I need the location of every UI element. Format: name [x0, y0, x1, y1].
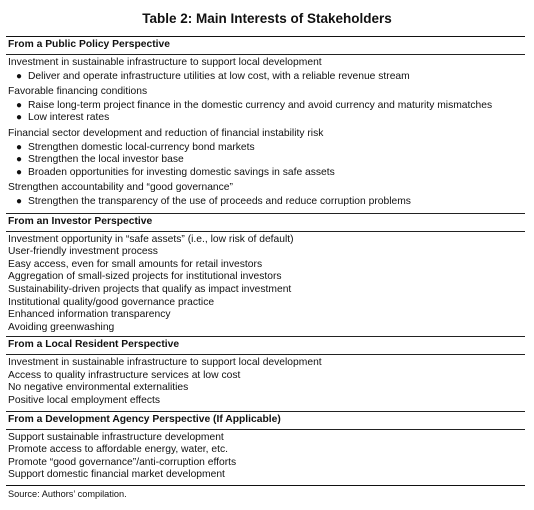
bullet-list [6, 142, 525, 180]
list-item: Avoiding greenwashing [8, 321, 115, 333]
list-item: No negative environmental externalities [8, 382, 189, 394]
bullet-list [6, 100, 525, 125]
bullet-icon: ● [16, 70, 23, 82]
section-heading: From an Investor Perspective [6, 215, 525, 232]
list-item: Support sustainable infrastructure development [8, 431, 224, 443]
bullet-icon: ● [16, 141, 23, 153]
table-title: Table 2: Main Interests of Stakeholders [142, 11, 392, 26]
bullet-icon: ● [16, 154, 23, 166]
stakeholder-table [6, 36, 525, 486]
bullet-item: ● Raise long-term project finance in the domestic currency and avoid currency and maturity mismatches [16, 99, 493, 111]
list-item: Easy access, even for small amounts for retail investors [8, 258, 263, 270]
list-item: Promote “good governance”/anti-corruption efforts [8, 456, 237, 468]
bullet-list [6, 71, 525, 84]
list-item: Positive local employment effects [8, 395, 161, 407]
list-item: Institutional quality/good governance practice [8, 296, 215, 308]
list-item: Investment opportunity in “safe assets” (i.e., low risk of default) [8, 233, 294, 245]
group-label: Investment in sustainable infrastructure to support local development [8, 57, 322, 68]
list-item: Access to quality infrastructure services at low cost [8, 369, 241, 381]
bullet-list [6, 196, 525, 209]
section-local-resident [6, 336, 525, 410]
list-item: User-friendly investment process [8, 246, 158, 258]
group-label: Favorable financing conditions [8, 86, 148, 98]
bullet-icon: ● [16, 112, 23, 124]
group-label: Financial sector development and reduction of financial instability risk [8, 127, 324, 139]
section-heading: From a Development Agency Perspective (If Applicable) [6, 413, 525, 430]
bullet-item: ● Strengthen the transparency of the use of proceeds and reduce corruption problems [16, 195, 411, 207]
bullet-icon: ● [16, 195, 23, 207]
bullet-item: ● Strengthen domestic local-currency bond markets [16, 141, 255, 153]
bullet-icon: ● [16, 99, 23, 111]
list-item: Promote access to affordable energy, water, etc. [8, 444, 228, 456]
list-item: Aggregation of small-sized projects for institutional investors [8, 271, 282, 283]
section-heading: From a Public Policy Perspective [6, 38, 525, 55]
list-item: Investment in sustainable infrastructure to support local development [8, 357, 322, 369]
list-item: Sustainability-driven projects that qualify as impact investment [8, 283, 292, 295]
section-investor [6, 213, 525, 337]
list-item: Support domestic financial market development [8, 469, 225, 481]
group-label: Strengthen accountability and “good governance” [8, 182, 233, 194]
bullet-item: ● Deliver and operate infrastructure utilities at low cost, with a reliable revenue stream [16, 70, 410, 82]
source-note: Source: Authors’ compilation. [8, 489, 127, 499]
bullet-item: ● Strengthen the local investor base [16, 154, 184, 166]
table-bottom-rule [6, 485, 525, 486]
list-item: Enhanced information transparency [8, 309, 171, 321]
bullet-item: ● Low interest rates [16, 112, 110, 124]
section-development-agency [6, 411, 525, 485]
section-heading: From a Local Resident Perspective [6, 338, 525, 355]
section-public-policy [6, 36, 525, 213]
bullet-icon: ● [16, 166, 23, 178]
bullet-item: ● Broaden opportunities for investing domestic savings in safe assets [16, 166, 335, 178]
